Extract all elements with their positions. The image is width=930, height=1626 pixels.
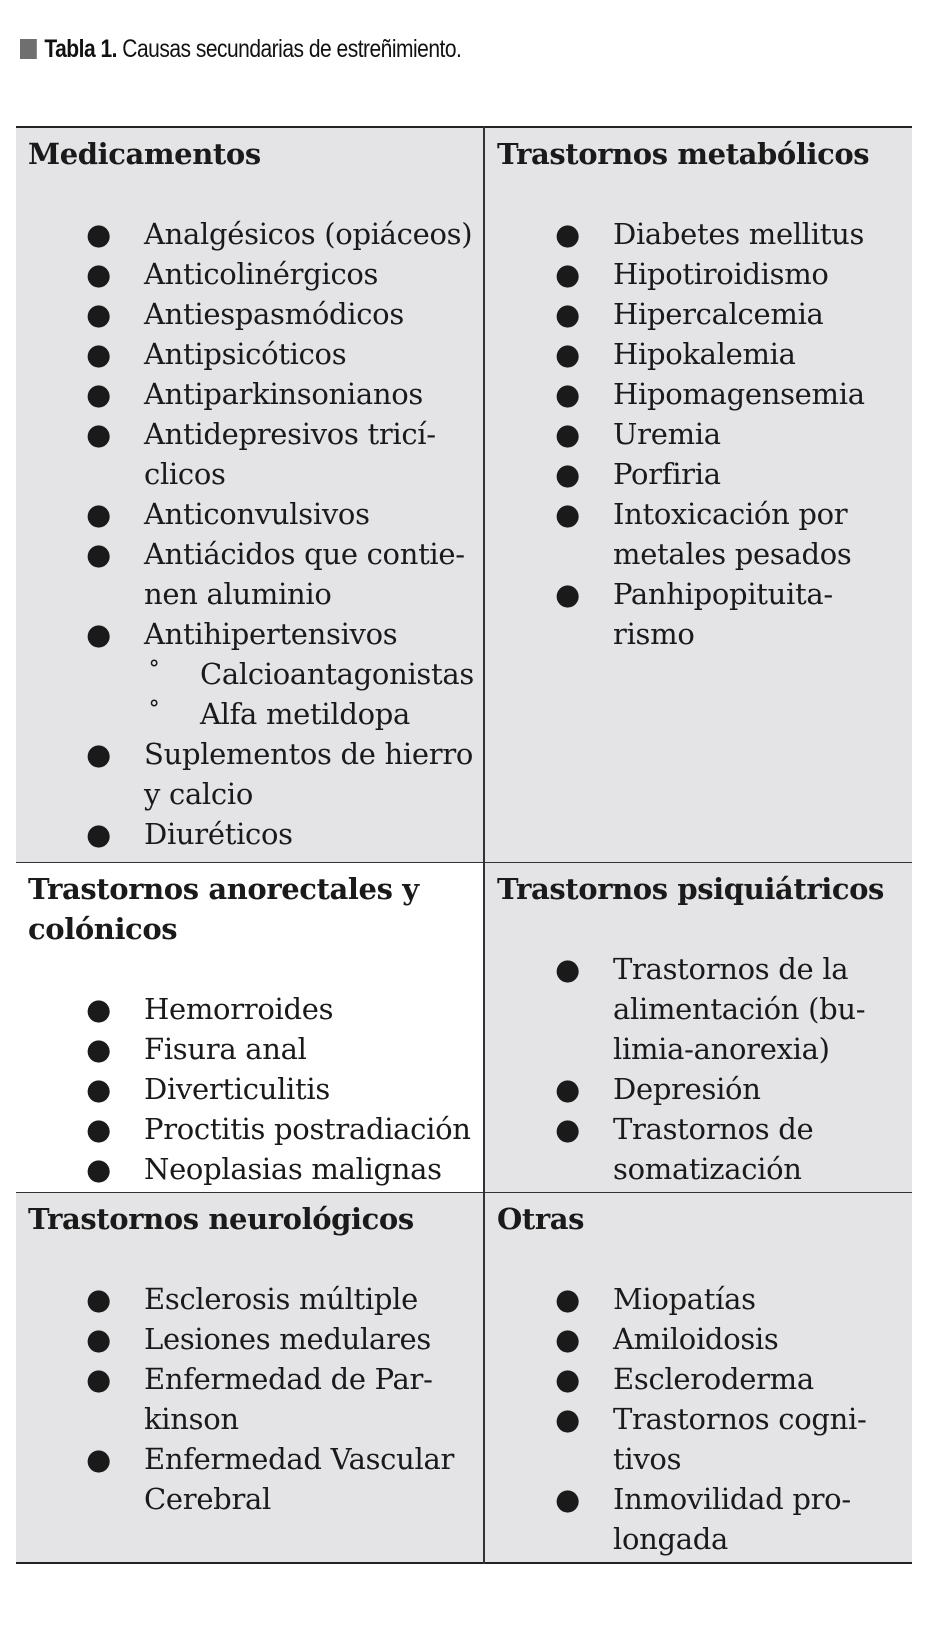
list-item	[28, 1359, 483, 1439]
list-item	[28, 734, 483, 814]
item-list	[28, 214, 483, 854]
list-item	[497, 374, 912, 414]
bullet-icon: ●	[86, 992, 112, 1026]
bullet-icon: ●	[86, 817, 112, 851]
list-item-text: Anticonvulsivos	[144, 497, 370, 531]
cell-otras	[484, 1193, 912, 1564]
causes-table	[16, 126, 912, 1564]
list-item	[28, 1279, 483, 1319]
list-item-text: Antiespasmódicos	[144, 297, 404, 331]
bullet-icon: ●	[86, 1032, 112, 1066]
caption-square-icon	[20, 39, 37, 59]
list-item	[497, 1319, 912, 1359]
list-item-text: Hipotiroidismo	[613, 257, 829, 291]
list-item-text: Inmovilidad pro- longada	[613, 1482, 851, 1556]
table-row	[16, 1193, 912, 1564]
item-list	[497, 1279, 912, 1559]
list-item-text: Enfermedad Vascular Cerebral	[144, 1442, 455, 1516]
list-item-text: Intoxicación por metales pesados	[613, 497, 852, 571]
bullet-icon: ●	[555, 952, 581, 986]
list-item	[28, 214, 483, 254]
list-item	[28, 534, 483, 614]
bullet-icon: ●	[555, 497, 581, 531]
cell-header: Trastornos anorectales y colónicos	[28, 872, 419, 946]
list-item	[497, 334, 912, 374]
list-item	[28, 614, 483, 734]
cell-medicamentos	[16, 127, 484, 863]
list-item	[497, 1109, 912, 1189]
bullet-icon: ●	[555, 1402, 581, 1436]
list-item-text: Diverticulitis	[144, 1072, 330, 1106]
sub-list	[144, 654, 483, 734]
bullet-icon: ●	[555, 217, 581, 251]
list-item-text: Analgésicos (opiáceos)	[144, 217, 473, 251]
bullet-icon: ●	[555, 1072, 581, 1106]
table-row	[16, 863, 912, 1193]
list-item-text: Lesiones medulares	[144, 1322, 431, 1356]
list-item	[497, 214, 912, 254]
bullet-icon: ●	[555, 1362, 581, 1396]
bullet-icon: ●	[86, 1322, 112, 1356]
list-item-text: Antihipertensivos	[144, 617, 398, 651]
list-item-text: Hipomagensemia	[613, 377, 865, 411]
bullet-icon: ●	[86, 737, 112, 771]
bullet-icon: ●	[86, 1282, 112, 1316]
item-list	[28, 1279, 483, 1519]
list-item-text: Proctitis postradiación	[144, 1112, 471, 1146]
list-item	[497, 454, 912, 494]
cell-header: Trastornos metabólicos	[497, 137, 870, 171]
bullet-icon: ●	[555, 1282, 581, 1316]
bullet-icon: ●	[86, 1152, 112, 1186]
table-caption	[20, 31, 461, 67]
list-item-text: Miopatías	[613, 1282, 756, 1316]
bullet-icon: ●	[86, 497, 112, 531]
list-item-text: Antipsicóticos	[144, 337, 347, 371]
cell-psiquiatricos	[484, 863, 912, 1193]
list-item	[28, 989, 483, 1029]
list-item-text: Fisura anal	[144, 1032, 307, 1066]
bullet-icon: ●	[86, 1112, 112, 1146]
bullet-icon: ●	[86, 257, 112, 291]
bullet-icon: ●	[86, 1362, 112, 1396]
list-item-text: Escleroderma	[613, 1362, 814, 1396]
cell-neurologicos	[16, 1193, 484, 1564]
list-item	[497, 1399, 912, 1479]
bullet-icon: ●	[86, 537, 112, 571]
list-item	[28, 334, 483, 374]
cell-metabolicos	[484, 127, 912, 863]
circle-bullet-icon: °	[148, 657, 160, 682]
bullet-icon: ●	[86, 417, 112, 451]
list-item	[28, 494, 483, 534]
list-item-text: Uremia	[613, 417, 721, 451]
bullet-icon: ●	[86, 217, 112, 251]
sub-list-item-text: Alfa metildopa	[200, 697, 411, 731]
list-item	[28, 814, 483, 854]
caption-text: Causas secundarias de estreñimiento.	[122, 35, 462, 63]
list-item-text: Trastornos de la alimentación (bu- limia-anorexia)	[613, 952, 866, 1066]
list-item	[497, 494, 912, 574]
list-item	[28, 1069, 483, 1109]
list-item-text: Hipokalemia	[613, 337, 796, 371]
list-item	[28, 1319, 483, 1359]
list-item	[497, 294, 912, 334]
list-item	[497, 1279, 912, 1319]
list-item	[28, 1149, 483, 1189]
circle-bullet-icon: °	[148, 697, 160, 722]
list-item-text: Amiloidosis	[613, 1322, 779, 1356]
cell-header: Trastornos psiquiátricos	[497, 872, 884, 906]
list-item	[28, 1439, 483, 1519]
list-item	[28, 414, 483, 494]
cell-header: Otras	[497, 1202, 585, 1236]
bullet-icon: ●	[86, 337, 112, 371]
item-list	[497, 214, 912, 654]
bullet-icon: ●	[555, 257, 581, 291]
list-item	[28, 1029, 483, 1069]
bullet-icon: ●	[555, 1322, 581, 1356]
list-item-text: Panhipopituita- rismo	[613, 577, 833, 651]
bullet-icon: ●	[86, 617, 112, 651]
bullet-icon: ●	[86, 297, 112, 331]
list-item-text: Antiácidos que contie- nen aluminio	[144, 537, 465, 611]
list-item	[497, 1479, 912, 1559]
bullet-icon: ●	[555, 577, 581, 611]
bullet-icon: ●	[555, 457, 581, 491]
bullet-icon: ●	[555, 337, 581, 371]
list-item-text: Anticolinérgicos	[144, 257, 379, 291]
list-item	[497, 254, 912, 294]
list-item-text: Neoplasias malignas	[144, 1152, 442, 1186]
list-item-text: Trastornos cogni- tivos	[613, 1402, 867, 1476]
cell-header: Trastornos neurológicos	[28, 1202, 414, 1236]
bullet-icon: ●	[86, 1072, 112, 1106]
sub-list-item	[144, 694, 483, 734]
bullet-icon: ●	[555, 1112, 581, 1146]
table-row	[16, 127, 912, 863]
list-item-text: Antiparkinsonianos	[144, 377, 423, 411]
item-list	[28, 989, 483, 1189]
list-item	[497, 414, 912, 454]
cell-header: Medicamentos	[28, 137, 261, 171]
list-item-text: Diabetes mellitus	[613, 217, 865, 251]
list-item	[497, 1359, 912, 1399]
list-item-text: Hipercalcemia	[613, 297, 824, 331]
list-item	[497, 1069, 912, 1109]
bullet-icon: ●	[86, 1442, 112, 1476]
list-item	[28, 294, 483, 334]
cell-anorectales	[16, 863, 484, 1193]
list-item-text: Suplementos de hierro y calcio	[144, 737, 474, 811]
caption-label: Tabla 1.	[44, 35, 117, 63]
list-item-text: Antidepresivos tricí- clicos	[144, 417, 436, 491]
list-item	[497, 574, 912, 654]
list-item-text: Hemorroides	[144, 992, 334, 1026]
list-item-text: Porfiria	[613, 457, 721, 491]
list-item-text: Diuréticos	[144, 817, 293, 851]
bullet-icon: ●	[86, 377, 112, 411]
list-item-text: Depresión	[613, 1072, 761, 1106]
bullet-icon: ●	[555, 297, 581, 331]
list-item	[497, 949, 912, 1069]
list-item-text: Trastornos de somatización	[613, 1112, 814, 1186]
bullet-icon: ●	[555, 1482, 581, 1516]
list-item	[28, 254, 483, 294]
sub-list-item-text: Calcioantagonistas	[200, 657, 474, 691]
list-item-text: Enfermedad de Par- kinson	[144, 1362, 433, 1436]
list-item-text: Esclerosis múltiple	[144, 1282, 418, 1316]
bullet-icon: ●	[555, 417, 581, 451]
bullet-icon: ●	[555, 377, 581, 411]
sub-list-item	[144, 654, 483, 694]
item-list	[497, 949, 912, 1189]
list-item	[28, 374, 483, 414]
list-item	[28, 1109, 483, 1149]
